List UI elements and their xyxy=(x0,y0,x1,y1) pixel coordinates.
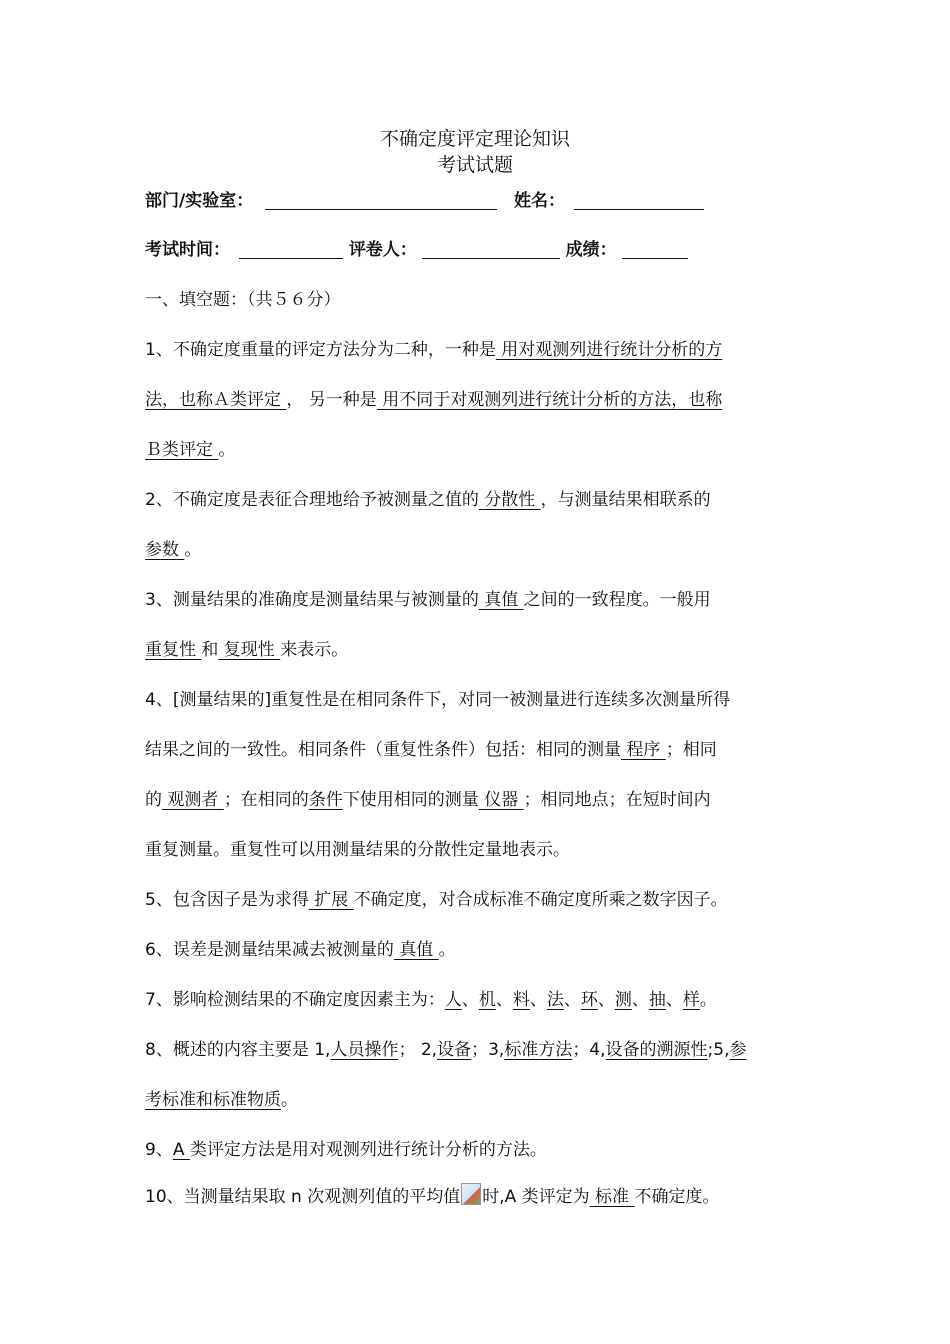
q1-answer2: 用不同于对观测列进行统计分析的方法，也称 xyxy=(376,390,723,410)
q3-line2 xyxy=(145,638,348,662)
q3-answer2: 重复性 xyxy=(145,640,202,660)
q1-answer1-cont: 法，也称Ａ类评定 xyxy=(145,390,287,410)
q4-text6: ；相同地点；在短时间内 xyxy=(523,790,711,810)
q5-answer1: 扩展 xyxy=(308,890,354,910)
q8-text6: 。 xyxy=(281,1090,298,1110)
time-field[interactable] xyxy=(239,240,343,259)
q3-text2: 之间的一致程度。一般用 xyxy=(523,590,711,610)
q8-text3: ；3, xyxy=(471,1040,505,1060)
q2-text2: ，与测量结果相联系的 xyxy=(540,490,711,510)
score-field[interactable] xyxy=(622,240,688,259)
q2-answer2: 参数 xyxy=(145,540,185,560)
q7-sep: 、 xyxy=(665,990,683,1010)
q8-text2: ； 2, xyxy=(398,1040,438,1060)
q10-text2: 时,A 类评定为 xyxy=(482,1187,590,1207)
q5-text2: 不确定度，对合成标准不确定度所乘之数字因子。 xyxy=(353,890,728,910)
q4-answer4: 仪器 xyxy=(478,790,524,810)
q7-sep: 、 xyxy=(461,990,479,1010)
q7-end: 。 xyxy=(699,990,717,1010)
q8-answer3: 标准方法 xyxy=(504,1040,573,1060)
q4-answer1: 程序 xyxy=(621,740,666,760)
q8-line1 xyxy=(145,1038,747,1062)
time-label: 考试时间： xyxy=(145,240,230,260)
q7-sep: 、 xyxy=(597,990,615,1010)
q3-text3: 和 xyxy=(201,640,219,660)
q1-line3 xyxy=(145,438,235,462)
q1-answer1: 用对观测列进行统计分析的方 xyxy=(495,340,723,360)
q7-answer-5: 环 xyxy=(580,990,598,1010)
name-label: 姓名： xyxy=(514,191,566,211)
q7-sep: 、 xyxy=(563,990,581,1010)
q1-answer2-cont: Ｂ类评定 xyxy=(145,440,219,460)
q9-answer1: A xyxy=(172,1140,190,1160)
q3-answer1: 真值 xyxy=(478,590,524,610)
q4-text2: ；相同 xyxy=(665,740,717,760)
q6-line1 xyxy=(145,938,456,962)
q6-text: 6、误差是测量结果减去被测量的 xyxy=(145,940,394,960)
q2-line2 xyxy=(145,538,201,562)
exam-title-line1: 不确定度评定理论知识 xyxy=(379,128,570,150)
q10-text3: 不确定度。 xyxy=(634,1187,720,1207)
name-field[interactable] xyxy=(574,191,704,210)
q4-line3 xyxy=(145,788,711,812)
form-row-time xyxy=(145,238,688,262)
q2-text: 2、不确定度是表征合理地给予被测量之值的 xyxy=(145,490,479,510)
q3-text: 3、测量结果的准确度是测量结果与被测量的 xyxy=(145,590,479,610)
q1-line1 xyxy=(145,338,722,362)
q10-answer1: 标准 xyxy=(589,1187,635,1207)
q7-answer-1: 人 xyxy=(444,990,462,1010)
q6-text2: 。 xyxy=(438,940,456,960)
q7-answer-4: 法 xyxy=(546,990,564,1010)
q7-line1 xyxy=(145,988,717,1012)
q7-answer-8: 样 xyxy=(682,990,700,1010)
q9-text: 9、 xyxy=(145,1140,173,1160)
q7-answer-3: 料 xyxy=(512,990,530,1010)
q8-answer5-cont: 考标准和标准物质 xyxy=(145,1090,281,1110)
q1-line2 xyxy=(145,388,722,412)
q1-text2: ， 另一种是 xyxy=(286,390,377,410)
q7-answer-7: 抽 xyxy=(648,990,666,1010)
q5-line1 xyxy=(145,888,728,912)
q7-answer-2: 机 xyxy=(478,990,496,1010)
q8-line2 xyxy=(145,1088,298,1112)
reviewer-field[interactable] xyxy=(422,240,560,259)
q4-text5: 下使用相同的测量 xyxy=(342,790,479,810)
q9-line1 xyxy=(145,1138,547,1162)
q7-sep: 、 xyxy=(495,990,513,1010)
q8-answer1: 人员操作 xyxy=(330,1040,399,1060)
q8-text: 8、概述的内容主要是 1, xyxy=(145,1040,331,1060)
image-placeholder-icon xyxy=(461,1183,481,1205)
q4-text3: 的 xyxy=(145,790,162,810)
q7-sep: 、 xyxy=(631,990,649,1010)
exam-title-line2: 考试试题 xyxy=(436,154,513,176)
q8-answer4: 设备的溯源性 xyxy=(605,1040,708,1060)
q1-text3: 。 xyxy=(218,440,236,460)
q3-line1 xyxy=(145,588,711,612)
q7-sep: 、 xyxy=(529,990,547,1010)
q8-answer5: 参 xyxy=(729,1040,747,1060)
q10-text: 10、当测量结果取 n 次观测列值的平均值 xyxy=(145,1187,461,1207)
score-label: 成绩： xyxy=(565,240,617,260)
q4-line4: 重复测量。重复性可以用测量结果的分散性定量地表示。 xyxy=(145,840,570,860)
section-heading: 一、填空题：（共５６分） xyxy=(145,290,341,310)
q5-text: 5、包含因子是为求得 xyxy=(145,890,309,910)
q3-text4: 来表示。 xyxy=(280,640,349,660)
q7-answer-6: 测 xyxy=(614,990,632,1010)
q8-answer2: 设备 xyxy=(437,1040,472,1060)
q4-line1: 4、[测量结果的]重复性是在相同条件下，对同一被测量进行连续多次测量所得 xyxy=(145,690,731,710)
q2-text3: 。 xyxy=(184,540,202,560)
q4-answer2: 观测者 xyxy=(162,790,224,810)
dept-label: 部门/实验室： xyxy=(145,191,254,211)
dept-field[interactable] xyxy=(265,191,497,210)
q8-text4: ；4, xyxy=(572,1040,606,1060)
q9-text2: 类评定方法是用对观测列进行统计分析的方法。 xyxy=(189,1140,547,1160)
q4-line2 xyxy=(145,738,717,762)
q10-line1 xyxy=(145,1183,719,1209)
form-row-dept xyxy=(145,189,704,213)
q4-text4: ；在相同的 xyxy=(223,790,309,810)
q3-answer3: 复现性 xyxy=(218,640,281,660)
q4-answer3: 条件 xyxy=(308,790,343,810)
q8-text5: ;5, xyxy=(707,1040,730,1060)
reviewer-label: 评卷人： xyxy=(348,240,417,260)
q7-text: 7、影响检测结果的不确定度因素主为： xyxy=(145,990,445,1010)
q4-text: 结果之间的一致性。相同条件（重复性条件）包括：相同的测量 xyxy=(145,740,621,760)
q1-text: 1、不确定度重量的评定方法分为二种，一种是 xyxy=(145,340,496,360)
q6-answer1: 真值 xyxy=(393,940,439,960)
q2-line1 xyxy=(145,488,711,512)
q2-answer1: 分散性 xyxy=(478,490,541,510)
